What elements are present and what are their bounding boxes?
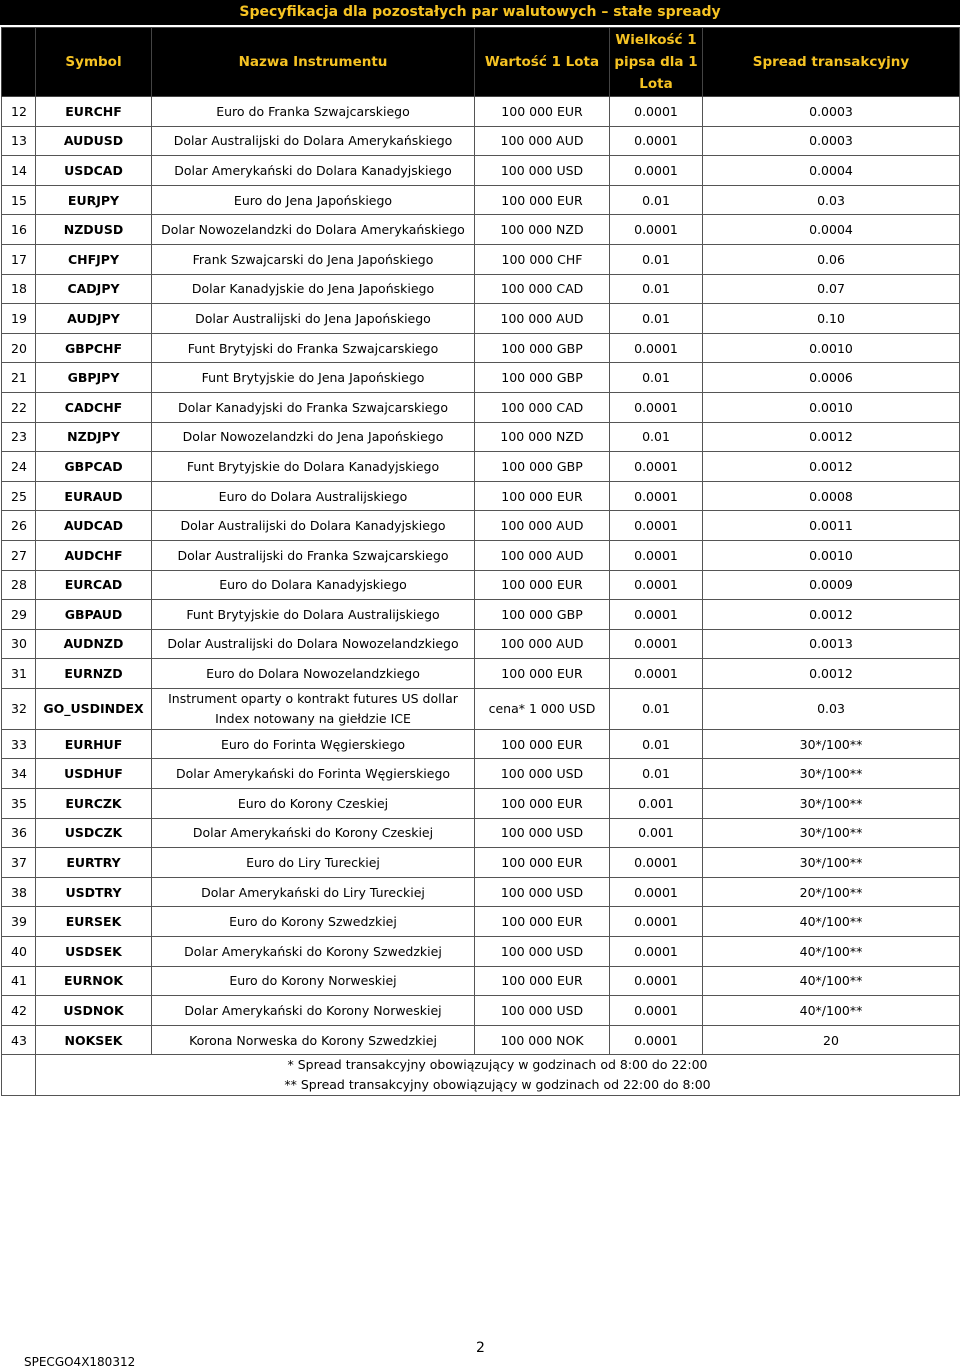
pip-size-cell: 0.0001 bbox=[610, 659, 703, 689]
spread-cell: 40*/100** bbox=[703, 966, 960, 996]
table-row bbox=[2, 688, 960, 729]
table-body bbox=[2, 97, 960, 1055]
instrument-name-cell: Dolar Amerykański do Korony Czeskiej bbox=[152, 818, 475, 848]
lot-value-cell: 100 000 CAD bbox=[475, 392, 610, 422]
row-number-cell: 35 bbox=[2, 789, 36, 819]
instrument-name-cell: Euro do Dolara Nowozelandzkiego bbox=[152, 659, 475, 689]
lot-value-cell: 100 000 EUR bbox=[475, 570, 610, 600]
lot-value-cell: 100 000 EUR bbox=[475, 481, 610, 511]
table-row bbox=[2, 570, 960, 600]
table-row bbox=[2, 392, 960, 422]
table-row bbox=[2, 1025, 960, 1055]
lot-value-cell: 100 000 GBP bbox=[475, 333, 610, 363]
symbol-cell: EURAUD bbox=[36, 481, 152, 511]
symbol-cell: EURHUF bbox=[36, 729, 152, 759]
instrument-name-cell: Euro do Franka Szwajcarskiego bbox=[152, 97, 475, 127]
symbol-cell: EURTRY bbox=[36, 848, 152, 878]
symbol-cell: GO_USDINDEX bbox=[36, 688, 152, 729]
row-number-cell: 29 bbox=[2, 600, 36, 630]
row-number-cell: 24 bbox=[2, 452, 36, 482]
symbol-cell: AUDUSD bbox=[36, 126, 152, 156]
pip-size-cell: 0.0001 bbox=[610, 848, 703, 878]
spread-cell: 0.0006 bbox=[703, 363, 960, 393]
pip-size-cell: 0.0001 bbox=[610, 511, 703, 541]
table-title: Specyfikacja dla pozostałych par walutowych – stałe spready bbox=[0, 0, 960, 25]
row-number-cell: 43 bbox=[2, 1025, 36, 1055]
symbol-cell: GBPCAD bbox=[36, 452, 152, 482]
pip-size-cell: 0.0001 bbox=[610, 540, 703, 570]
instrument-name-cell: Dolar Australijski do Jena Japońskiego bbox=[152, 304, 475, 334]
pip-size-cell: 0.01 bbox=[610, 244, 703, 274]
instrument-name-cell: Dolar Nowozelandzki do Dolara Amerykańskiego bbox=[152, 215, 475, 245]
table-row bbox=[2, 215, 960, 245]
table-row bbox=[2, 540, 960, 570]
footnote-night: ** Spread transakcyjny obowiązujący w godzinach od 22:00 do 8:00 bbox=[284, 1077, 711, 1093]
pip-size-cell: 0.0001 bbox=[610, 97, 703, 127]
header-name: Nazwa Instrumentu bbox=[152, 28, 475, 97]
row-number-cell: 33 bbox=[2, 729, 36, 759]
symbol-cell: USDSEK bbox=[36, 937, 152, 967]
table-row bbox=[2, 789, 960, 819]
table-row bbox=[2, 937, 960, 967]
pip-size-cell: 0.0001 bbox=[610, 1025, 703, 1055]
pip-size-cell: 0.0001 bbox=[610, 996, 703, 1026]
instrument-name-cell: Dolar Kanadyjskie do Jena Japońskiego bbox=[152, 274, 475, 304]
table-row bbox=[2, 333, 960, 363]
footnotes-spacer bbox=[2, 1055, 36, 1096]
table-row bbox=[2, 729, 960, 759]
lot-value-cell: 100 000 EUR bbox=[475, 185, 610, 215]
symbol-cell: AUDJPY bbox=[36, 304, 152, 334]
footnote-day: * Spread transakcyjny obowiązujący w godzinach od 8:00 do 22:00 bbox=[287, 1057, 708, 1073]
symbol-cell: GBPJPY bbox=[36, 363, 152, 393]
row-number-cell: 25 bbox=[2, 481, 36, 511]
spread-cell: 0.0012 bbox=[703, 422, 960, 452]
row-number-cell: 34 bbox=[2, 759, 36, 789]
lot-value-cell: 100 000 EUR bbox=[475, 907, 610, 937]
pip-size-cell: 0.01 bbox=[610, 688, 703, 729]
lot-value-cell: 100 000 EUR bbox=[475, 966, 610, 996]
spread-cell: 40*/100** bbox=[703, 996, 960, 1026]
row-number-cell: 37 bbox=[2, 848, 36, 878]
instrument-name-cell: Dolar Amerykański do Liry Tureckiej bbox=[152, 877, 475, 907]
symbol-cell: EURCHF bbox=[36, 97, 152, 127]
pip-size-cell: 0.0001 bbox=[610, 126, 703, 156]
spread-cell: 30*/100** bbox=[703, 729, 960, 759]
pip-size-cell: 0.0001 bbox=[610, 966, 703, 996]
symbol-cell: USDHUF bbox=[36, 759, 152, 789]
lot-value-cell: 100 000 AUD bbox=[475, 126, 610, 156]
row-number-cell: 18 bbox=[2, 274, 36, 304]
row-number-cell: 15 bbox=[2, 185, 36, 215]
spread-cell: 0.0010 bbox=[703, 392, 960, 422]
spread-cell: 0.0008 bbox=[703, 481, 960, 511]
row-number-cell: 20 bbox=[2, 333, 36, 363]
instrument-name-cell: Euro do Jena Japońskiego bbox=[152, 185, 475, 215]
header-symbol: Symbol bbox=[36, 28, 152, 97]
symbol-cell: CADJPY bbox=[36, 274, 152, 304]
page-number: 2 bbox=[476, 1340, 485, 1356]
row-number-cell: 38 bbox=[2, 877, 36, 907]
symbol-cell: EURCZK bbox=[36, 789, 152, 819]
lot-value-cell: 100 000 EUR bbox=[475, 659, 610, 689]
spread-cell: 40*/100** bbox=[703, 907, 960, 937]
lot-value-cell: 100 000 AUD bbox=[475, 540, 610, 570]
row-number-cell: 16 bbox=[2, 215, 36, 245]
lot-value-cell: cena* 1 000 USD bbox=[475, 688, 610, 729]
symbol-cell: USDNOK bbox=[36, 996, 152, 1026]
header-spread: Spread transakcyjny bbox=[703, 28, 960, 97]
instrument-name-cell: Dolar Amerykański do Korony Norweskiej bbox=[152, 996, 475, 1026]
instrument-name-cell: Frank Szwajcarski do Jena Japońskiego bbox=[152, 244, 475, 274]
lot-value-cell: 100 000 GBP bbox=[475, 452, 610, 482]
lot-value-cell: 100 000 NOK bbox=[475, 1025, 610, 1055]
table-row bbox=[2, 185, 960, 215]
instrument-name-cell: Dolar Australijski do Dolara Amerykańskiego bbox=[152, 126, 475, 156]
instrument-name-cell: Dolar Amerykański do Dolara Kanadyjskiego bbox=[152, 156, 475, 186]
instrument-name-cell: Euro do Liry Tureckiej bbox=[152, 848, 475, 878]
table-row bbox=[2, 244, 960, 274]
symbol-cell: GBPAUD bbox=[36, 600, 152, 630]
pip-size-cell: 0.0001 bbox=[610, 937, 703, 967]
pip-size-cell: 0.0001 bbox=[610, 333, 703, 363]
symbol-cell: NZDJPY bbox=[36, 422, 152, 452]
table-row bbox=[2, 97, 960, 127]
row-number-cell: 14 bbox=[2, 156, 36, 186]
spread-cell: 0.03 bbox=[703, 688, 960, 729]
spread-cell: 30*/100** bbox=[703, 848, 960, 878]
symbol-cell: EURCAD bbox=[36, 570, 152, 600]
pip-size-cell: 0.0001 bbox=[610, 570, 703, 600]
pip-size-cell: 0.0001 bbox=[610, 600, 703, 630]
pip-size-cell: 0.01 bbox=[610, 274, 703, 304]
spread-cell: 0.0003 bbox=[703, 126, 960, 156]
spec-table bbox=[1, 27, 960, 1096]
row-number-cell: 40 bbox=[2, 937, 36, 967]
instrument-name-cell: Korona Norweska do Korony Szwedzkiej bbox=[152, 1025, 475, 1055]
instrument-name-cell: Euro do Korony Szwedzkiej bbox=[152, 907, 475, 937]
spread-cell: 0.10 bbox=[703, 304, 960, 334]
lot-value-cell: 100 000 EUR bbox=[475, 729, 610, 759]
lot-value-cell: 100 000 EUR bbox=[475, 789, 610, 819]
lot-value-cell: 100 000 GBP bbox=[475, 600, 610, 630]
instrument-name-cell: Euro do Dolara Australijskiego bbox=[152, 481, 475, 511]
lot-value-cell: 100 000 USD bbox=[475, 818, 610, 848]
row-number-cell: 42 bbox=[2, 996, 36, 1026]
lot-value-cell: 100 000 GBP bbox=[475, 363, 610, 393]
symbol-cell: NZDUSD bbox=[36, 215, 152, 245]
symbol-cell: USDCAD bbox=[36, 156, 152, 186]
spread-cell: 0.0004 bbox=[703, 156, 960, 186]
instrument-name-cell: Dolar Nowozelandzki do Jena Japońskiego bbox=[152, 422, 475, 452]
header-lot: Wartość 1 Lota bbox=[475, 28, 610, 97]
pip-size-cell: 0.01 bbox=[610, 422, 703, 452]
spread-cell: 0.0010 bbox=[703, 540, 960, 570]
lot-value-cell: 100 000 CHF bbox=[475, 244, 610, 274]
row-number-cell: 23 bbox=[2, 422, 36, 452]
instrument-name-cell: Dolar Australijski do Franka Szwajcarskiego bbox=[152, 540, 475, 570]
lot-value-cell: 100 000 USD bbox=[475, 996, 610, 1026]
symbol-cell: AUDCAD bbox=[36, 511, 152, 541]
pip-size-cell: 0.001 bbox=[610, 789, 703, 819]
table-row bbox=[2, 304, 960, 334]
instrument-name-cell: Euro do Korony Czeskiej bbox=[152, 789, 475, 819]
lot-value-cell: 100 000 AUD bbox=[475, 629, 610, 659]
spread-cell: 0.0004 bbox=[703, 215, 960, 245]
lot-value-cell: 100 000 CAD bbox=[475, 274, 610, 304]
pip-size-cell: 0.0001 bbox=[610, 392, 703, 422]
row-number-cell: 12 bbox=[2, 97, 36, 127]
footnotes-cell bbox=[36, 1055, 960, 1096]
pip-size-cell: 0.0001 bbox=[610, 481, 703, 511]
symbol-cell: EURNZD bbox=[36, 659, 152, 689]
table-row bbox=[2, 996, 960, 1026]
spread-cell: 0.0013 bbox=[703, 629, 960, 659]
pip-size-cell: 0.0001 bbox=[610, 215, 703, 245]
table-row bbox=[2, 363, 960, 393]
instrument-name-cell: Funt Brytyjskie do Dolara Australijskiego bbox=[152, 600, 475, 630]
document-code: SPECGO4X180312 bbox=[24, 1355, 136, 1369]
spread-cell: 0.0012 bbox=[703, 600, 960, 630]
instrument-name-cell: Instrument oparty o kontrakt futures US dollar Index notowany na giełdzie ICE bbox=[152, 688, 475, 729]
table-row bbox=[2, 966, 960, 996]
table-row bbox=[2, 848, 960, 878]
spread-cell: 0.06 bbox=[703, 244, 960, 274]
row-number-cell: 21 bbox=[2, 363, 36, 393]
lot-value-cell: 100 000 NZD bbox=[475, 422, 610, 452]
row-number-cell: 41 bbox=[2, 966, 36, 996]
instrument-name-cell: Euro do Korony Norweskiej bbox=[152, 966, 475, 996]
pip-size-cell: 0.0001 bbox=[610, 452, 703, 482]
table-row bbox=[2, 511, 960, 541]
pip-size-cell: 0.01 bbox=[610, 363, 703, 393]
row-number-cell: 32 bbox=[2, 688, 36, 729]
spread-cell: 30*/100** bbox=[703, 818, 960, 848]
spread-cell: 0.03 bbox=[703, 185, 960, 215]
header-row bbox=[2, 28, 960, 97]
spread-cell: 30*/100** bbox=[703, 759, 960, 789]
spread-cell: 40*/100** bbox=[703, 937, 960, 967]
row-number-cell: 19 bbox=[2, 304, 36, 334]
header-pip: Wielkość 1 pipsa dla 1 Lota bbox=[610, 28, 703, 97]
table-row bbox=[2, 818, 960, 848]
spread-cell: 30*/100** bbox=[703, 789, 960, 819]
table-row bbox=[2, 422, 960, 452]
pip-size-cell: 0.01 bbox=[610, 304, 703, 334]
lot-value-cell: 100 000 NZD bbox=[475, 215, 610, 245]
row-number-cell: 27 bbox=[2, 540, 36, 570]
instrument-name-cell: Dolar Kanadyjski do Franka Szwajcarskiego bbox=[152, 392, 475, 422]
symbol-cell: CHFJPY bbox=[36, 244, 152, 274]
table-row bbox=[2, 629, 960, 659]
table-row bbox=[2, 156, 960, 186]
spread-cell: 0.0003 bbox=[703, 97, 960, 127]
pip-size-cell: 0.0001 bbox=[610, 907, 703, 937]
lot-value-cell: 100 000 USD bbox=[475, 937, 610, 967]
table-row bbox=[2, 759, 960, 789]
symbol-cell: EURJPY bbox=[36, 185, 152, 215]
pip-size-cell: 0.01 bbox=[610, 185, 703, 215]
pip-size-cell: 0.001 bbox=[610, 818, 703, 848]
row-number-cell: 39 bbox=[2, 907, 36, 937]
symbol-cell: USDCZK bbox=[36, 818, 152, 848]
table-row bbox=[2, 877, 960, 907]
instrument-name-cell: Dolar Amerykański do Forinta Węgierskiego bbox=[152, 759, 475, 789]
instrument-name-cell: Dolar Australijski do Dolara Kanadyjskiego bbox=[152, 511, 475, 541]
table-row bbox=[2, 126, 960, 156]
row-number-cell: 22 bbox=[2, 392, 36, 422]
lot-value-cell: 100 000 EUR bbox=[475, 848, 610, 878]
lot-value-cell: 100 000 USD bbox=[475, 877, 610, 907]
symbol-cell: USDTRY bbox=[36, 877, 152, 907]
footnotes-row bbox=[2, 1055, 960, 1096]
symbol-cell: GBPCHF bbox=[36, 333, 152, 363]
spread-cell: 0.0012 bbox=[703, 452, 960, 482]
pip-size-cell: 0.0001 bbox=[610, 877, 703, 907]
lot-value-cell: 100 000 AUD bbox=[475, 511, 610, 541]
pip-size-cell: 0.01 bbox=[610, 759, 703, 789]
symbol-cell: AUDNZD bbox=[36, 629, 152, 659]
spread-cell: 0.0011 bbox=[703, 511, 960, 541]
row-number-cell: 31 bbox=[2, 659, 36, 689]
table-row bbox=[2, 481, 960, 511]
table-row bbox=[2, 452, 960, 482]
instrument-name-cell: Euro do Forinta Węgierskiego bbox=[152, 729, 475, 759]
spread-cell: 20*/100** bbox=[703, 877, 960, 907]
symbol-cell: AUDCHF bbox=[36, 540, 152, 570]
symbol-cell: EURNOK bbox=[36, 966, 152, 996]
instrument-name-cell: Dolar Australijski do Dolara Nowozelandzkiego bbox=[152, 629, 475, 659]
pip-size-cell: 0.0001 bbox=[610, 156, 703, 186]
instrument-name-cell: Funt Brytyjski do Franka Szwajcarskiego bbox=[152, 333, 475, 363]
table-row bbox=[2, 659, 960, 689]
spread-cell: 0.0009 bbox=[703, 570, 960, 600]
spread-cell: 20 bbox=[703, 1025, 960, 1055]
row-number-cell: 36 bbox=[2, 818, 36, 848]
spread-cell: 0.0010 bbox=[703, 333, 960, 363]
lot-value-cell: 100 000 USD bbox=[475, 156, 610, 186]
pip-size-cell: 0.01 bbox=[610, 729, 703, 759]
table-row bbox=[2, 907, 960, 937]
instrument-name-cell: Dolar Amerykański do Korony Szwedzkiej bbox=[152, 937, 475, 967]
lot-value-cell: 100 000 AUD bbox=[475, 304, 610, 334]
header-number bbox=[2, 28, 36, 97]
lot-value-cell: 100 000 EUR bbox=[475, 97, 610, 127]
table-row bbox=[2, 274, 960, 304]
spread-cell: 0.0012 bbox=[703, 659, 960, 689]
instrument-name-cell: Funt Brytyjskie do Dolara Kanadyjskiego bbox=[152, 452, 475, 482]
table-row bbox=[2, 600, 960, 630]
row-number-cell: 17 bbox=[2, 244, 36, 274]
spread-cell: 0.07 bbox=[703, 274, 960, 304]
row-number-cell: 28 bbox=[2, 570, 36, 600]
pip-size-cell: 0.0001 bbox=[610, 629, 703, 659]
symbol-cell: CADCHF bbox=[36, 392, 152, 422]
instrument-name-cell: Funt Brytyjskie do Jena Japońskiego bbox=[152, 363, 475, 393]
row-number-cell: 26 bbox=[2, 511, 36, 541]
row-number-cell: 30 bbox=[2, 629, 36, 659]
lot-value-cell: 100 000 USD bbox=[475, 759, 610, 789]
instrument-name-cell: Euro do Dolara Kanadyjskiego bbox=[152, 570, 475, 600]
row-number-cell: 13 bbox=[2, 126, 36, 156]
symbol-cell: EURSEK bbox=[36, 907, 152, 937]
symbol-cell: NOKSEK bbox=[36, 1025, 152, 1055]
